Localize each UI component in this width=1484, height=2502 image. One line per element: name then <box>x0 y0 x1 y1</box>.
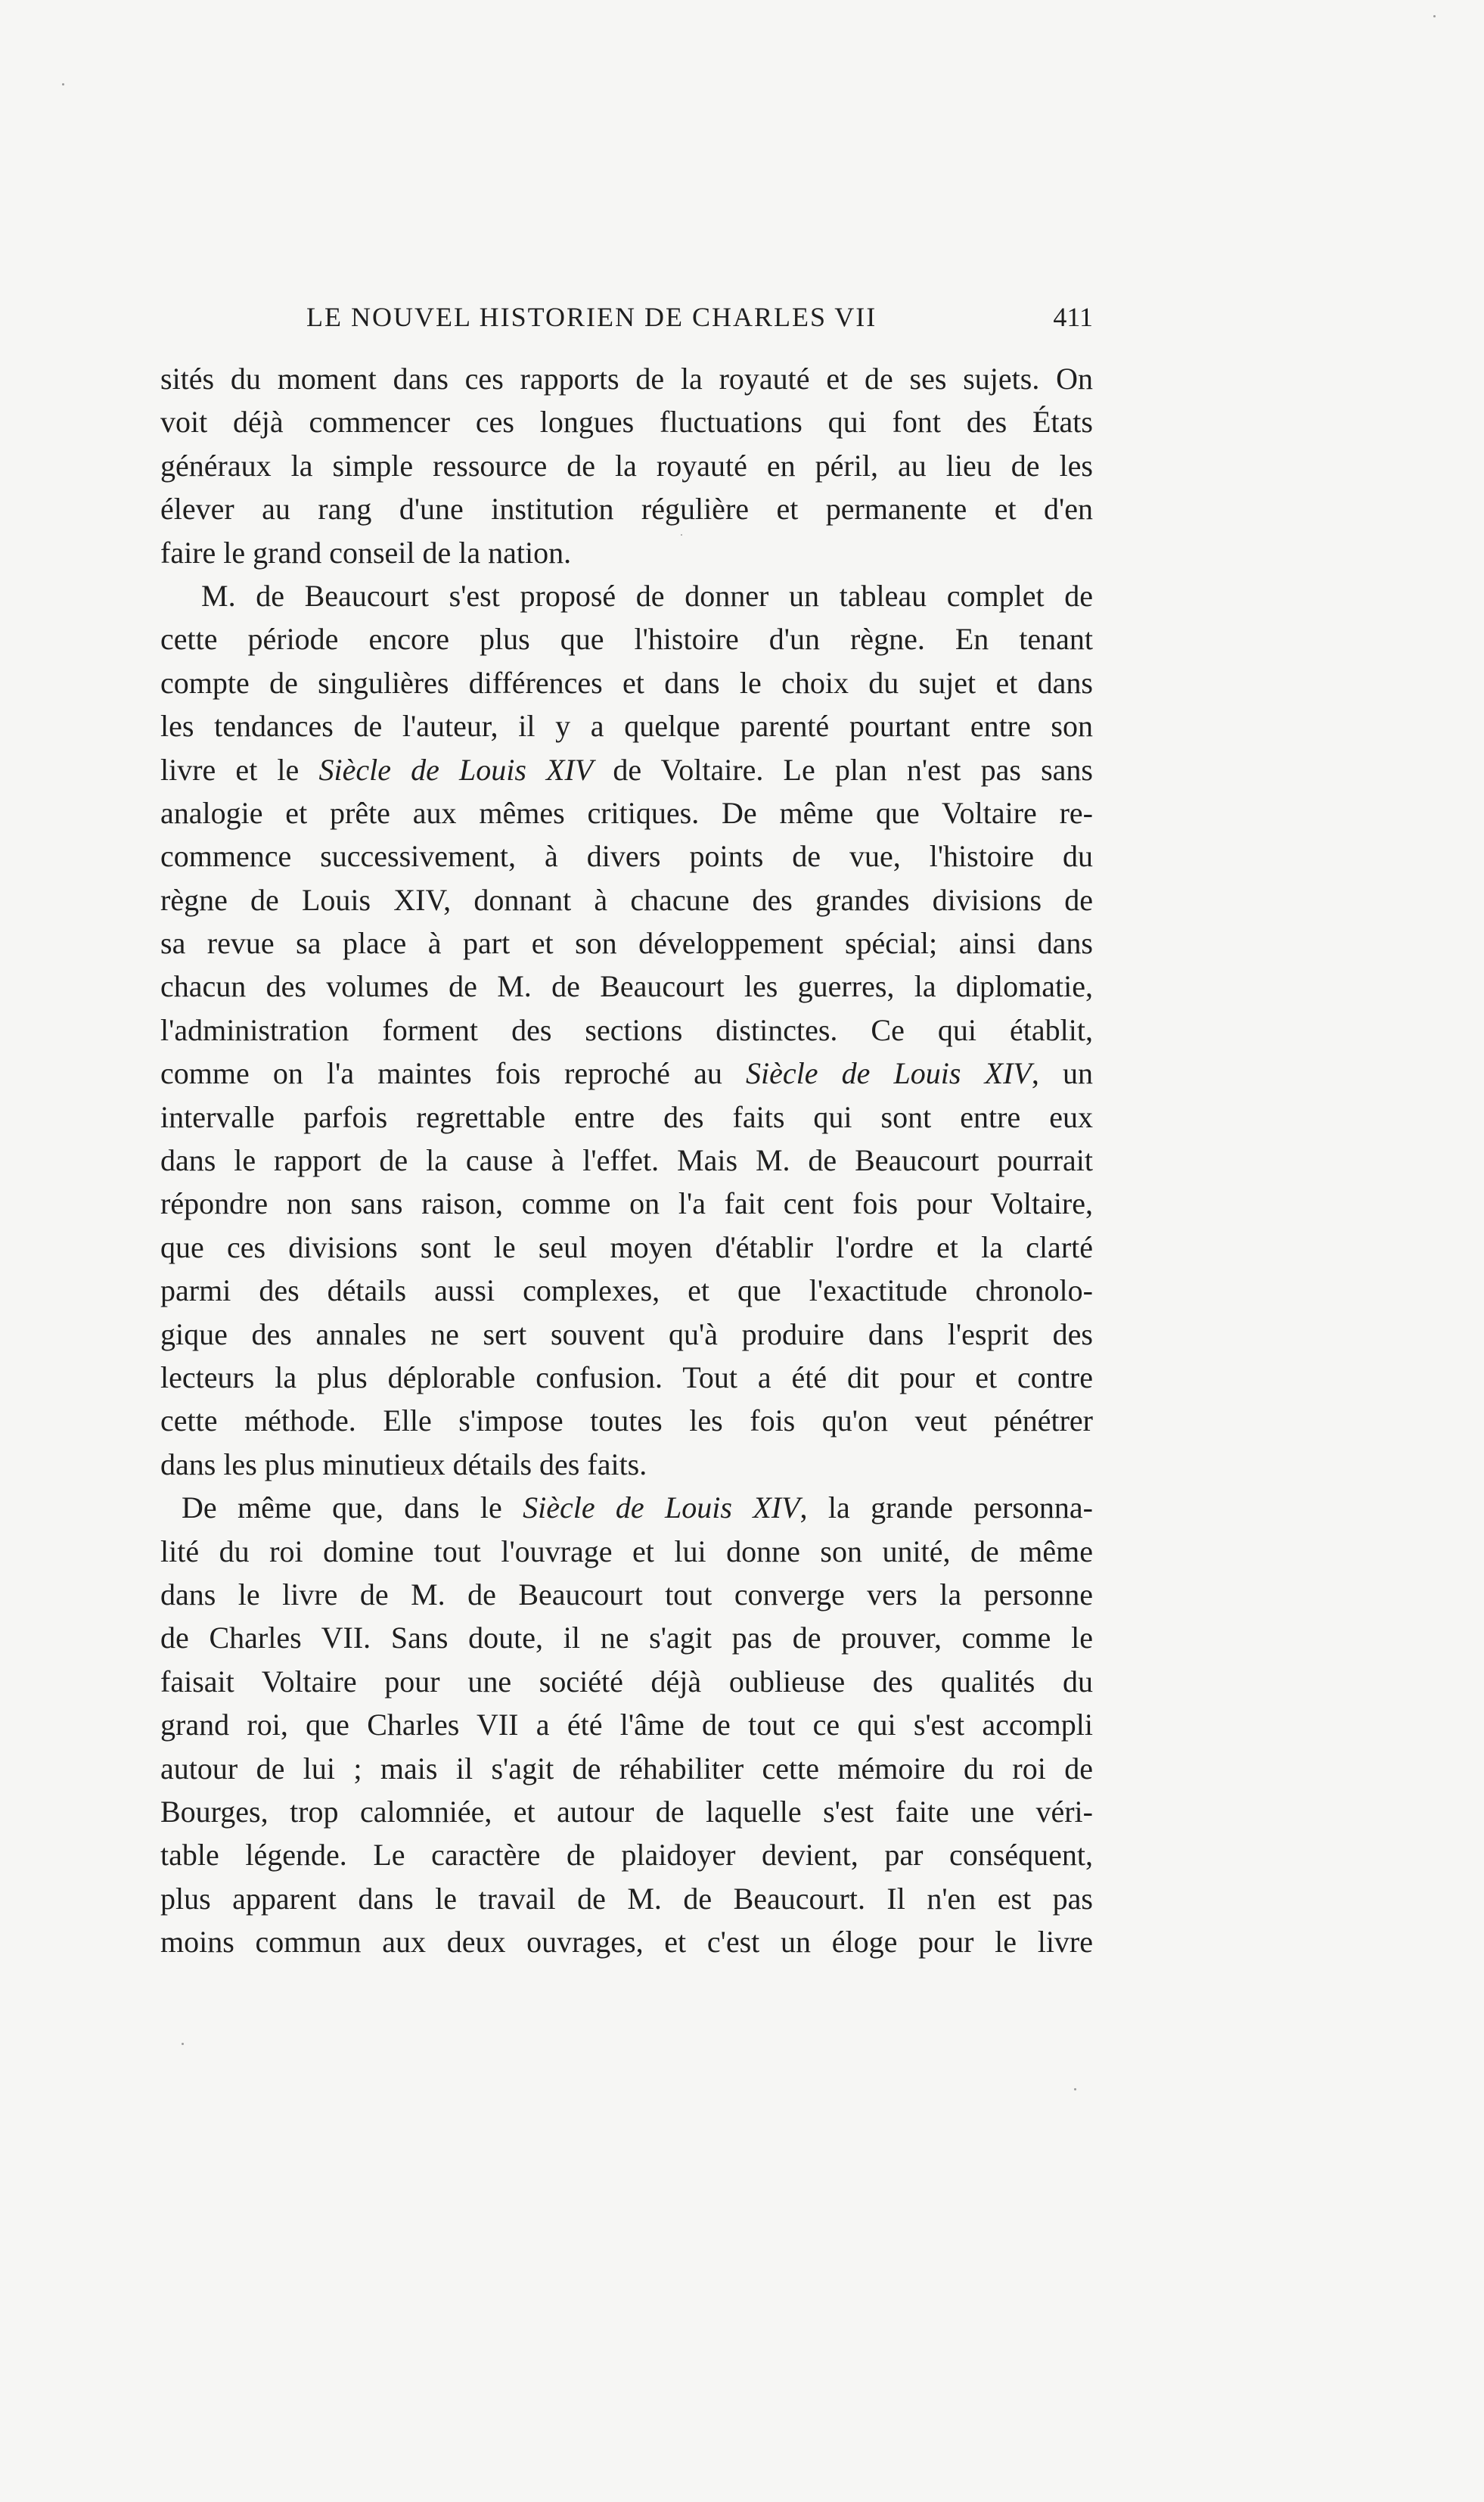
line-text: de Charles VII. Sans doute, il ne s'agit pas de prouver, comme le <box>160 1621 1093 1655</box>
text-line <box>160 531 1093 574</box>
line-text: répondre non sans raison, comme on l'a fait cent fois pour Voltaire, <box>160 1186 1093 1221</box>
line-text: lité du roi domine tout l'ouvrage et lui donne son unité, de même <box>160 1534 1093 1568</box>
line-text: les tendances de l'auteur, il y a quelque parenté pourtant entre son <box>160 709 1093 744</box>
line-text: généraux la simple ressource de la royauté en péril, au lieu de les <box>160 448 1093 483</box>
italic-title-text: Siècle de Louis XIV <box>746 1056 1032 1091</box>
line-text: table légende. Le caractère de plaidoyer devient, par conséquent, <box>160 1838 1093 1873</box>
text-line <box>160 748 1093 791</box>
text-line <box>160 1660 1093 1703</box>
line-text: Bourges, trop calomniée, et autour de laquelle s'est faite une véri- <box>160 1794 1093 1829</box>
text-line <box>160 1182 1093 1225</box>
text-line <box>160 1009 1093 1052</box>
line-text: plus apparent dans le travail de M. de Beaucourt. Il n'en est pas <box>160 1881 1093 1916</box>
line-text: dans le livre de M. de Beaucourt tout converge vers la personne <box>160 1577 1093 1612</box>
text-line <box>160 878 1093 922</box>
paper-speck <box>1074 2088 1076 2090</box>
line-text: moins commun aux deux ouvrages, et c'est un éloge pour le livre <box>160 1925 1093 1960</box>
text-line <box>160 1052 1093 1095</box>
text-line <box>160 574 1093 617</box>
text-line <box>160 1573 1093 1616</box>
line-text: M. de Beaucourt s'est proposé de donner un tableau complet de <box>201 578 1093 613</box>
text-line <box>160 1096 1093 1139</box>
text-line <box>160 1313 1093 1356</box>
text-line <box>160 400 1093 443</box>
text-line <box>160 835 1093 878</box>
text-line <box>160 1616 1093 1659</box>
text-line <box>160 1833 1093 1876</box>
line-text: analogie et prête aux mêmes critiques. De même que Voltaire re- <box>160 795 1093 830</box>
text-line <box>160 1356 1093 1399</box>
body-text <box>160 357 1093 1963</box>
line-text: , la grande personna- <box>799 1490 1093 1525</box>
paper-speck <box>1433 15 1436 17</box>
paper-speck <box>182 2043 184 2045</box>
line-text: livre et le <box>160 752 319 787</box>
paper-speck <box>681 534 682 536</box>
text-line <box>160 1139 1093 1182</box>
page-number: 411 <box>1053 302 1093 332</box>
line-text: commence successivement, à divers points de vue, l'histoire du <box>160 839 1093 874</box>
line-text: élever au rang d'une institution régulière et permanente et d'en <box>160 492 1093 527</box>
line-text: dans le rapport de la cause à l'effet. Mais M. de Beaucourt pourrait <box>160 1143 1093 1178</box>
line-text: l'administration forment des sections distinctes. Ce qui établit, <box>160 1012 1093 1047</box>
line-text: grand roi, que Charles VII a été l'âme de tout ce qui s'est accompli <box>160 1708 1093 1742</box>
text-line <box>160 1443 1093 1486</box>
line-text: règne de Louis XIV, donnant à chacune des grandes divisions de <box>160 882 1093 917</box>
text-line <box>160 617 1093 660</box>
text-line <box>160 1703 1093 1746</box>
text-line <box>160 1226 1093 1269</box>
line-text: parmi des détails aussi complexes, et que l'exactitude chronolo- <box>160 1273 1093 1308</box>
line-text: intervalle parfois regrettable entre des faits qui sont entre eux <box>160 1099 1093 1134</box>
line-text: De même que, dans le <box>182 1490 523 1525</box>
text-line <box>160 487 1093 530</box>
line-text: chacun des volumes de M. de Beaucourt les guerres, la diplomatie, <box>160 969 1093 1004</box>
line-text: cette période encore plus que l'histoire d'un règne. En tenant <box>160 622 1093 657</box>
text-line <box>160 965 1093 1008</box>
line-text: , un <box>1031 1056 1093 1091</box>
line-text: lecteurs la plus déplorable confusion. Tout a été dit pour et contre <box>160 1360 1093 1394</box>
running-head <box>306 298 1093 336</box>
line-text: dans les plus minutieux détails des faits. <box>160 1447 647 1481</box>
line-text: faire le grand conseil de la nation. <box>160 535 572 570</box>
running-title: LE NOUVEL HISTORIEN DE CHARLES VII <box>306 302 877 332</box>
line-text: comme on l'a maintes fois reproché au <box>160 1056 746 1091</box>
line-text: gique des annales ne sert souvent qu'à produire dans l'esprit des <box>160 1316 1093 1351</box>
text-line <box>160 791 1093 835</box>
line-text: cette méthode. Elle s'impose toutes les fois qu'on veut pénétrer <box>160 1403 1093 1438</box>
line-text: sités du moment dans ces rapports de la royauté et de ses sujets. On <box>160 362 1093 396</box>
paper-speck <box>62 83 64 85</box>
text-line <box>160 1486 1093 1529</box>
line-text: que ces divisions sont le seul moyen d'établir l'ordre et la clarté <box>160 1229 1093 1264</box>
text-line <box>160 1399 1093 1442</box>
line-text: faisait Voltaire pour une société déjà oublieuse des qualités du <box>160 1664 1093 1699</box>
text-line <box>160 1920 1093 1963</box>
text-line <box>160 1269 1093 1312</box>
text-line <box>160 1877 1093 1920</box>
text-line <box>160 661 1093 704</box>
text-line <box>160 1747 1093 1790</box>
text-line <box>160 357 1093 400</box>
text-line <box>160 1530 1093 1573</box>
line-text: voit déjà commencer ces longues fluctuations qui font des États <box>160 405 1093 440</box>
line-text: autour de lui ; mais il s'agit de réhabiliter cette mémoire du roi de <box>160 1751 1093 1786</box>
italic-title-text: Siècle de Louis XIV <box>318 752 594 787</box>
text-line <box>160 444 1093 487</box>
line-text: sa revue sa place à part et son développement spécial; ainsi dans <box>160 926 1093 961</box>
line-text: compte de singulières différences et dans le choix du sujet et dans <box>160 665 1093 700</box>
line-text: de Voltaire. Le plan n'est pas sans <box>593 752 1093 787</box>
italic-title-text: Siècle de Louis XIV <box>523 1490 800 1525</box>
text-line <box>160 1790 1093 1833</box>
text-line <box>160 704 1093 747</box>
text-line <box>160 922 1093 965</box>
